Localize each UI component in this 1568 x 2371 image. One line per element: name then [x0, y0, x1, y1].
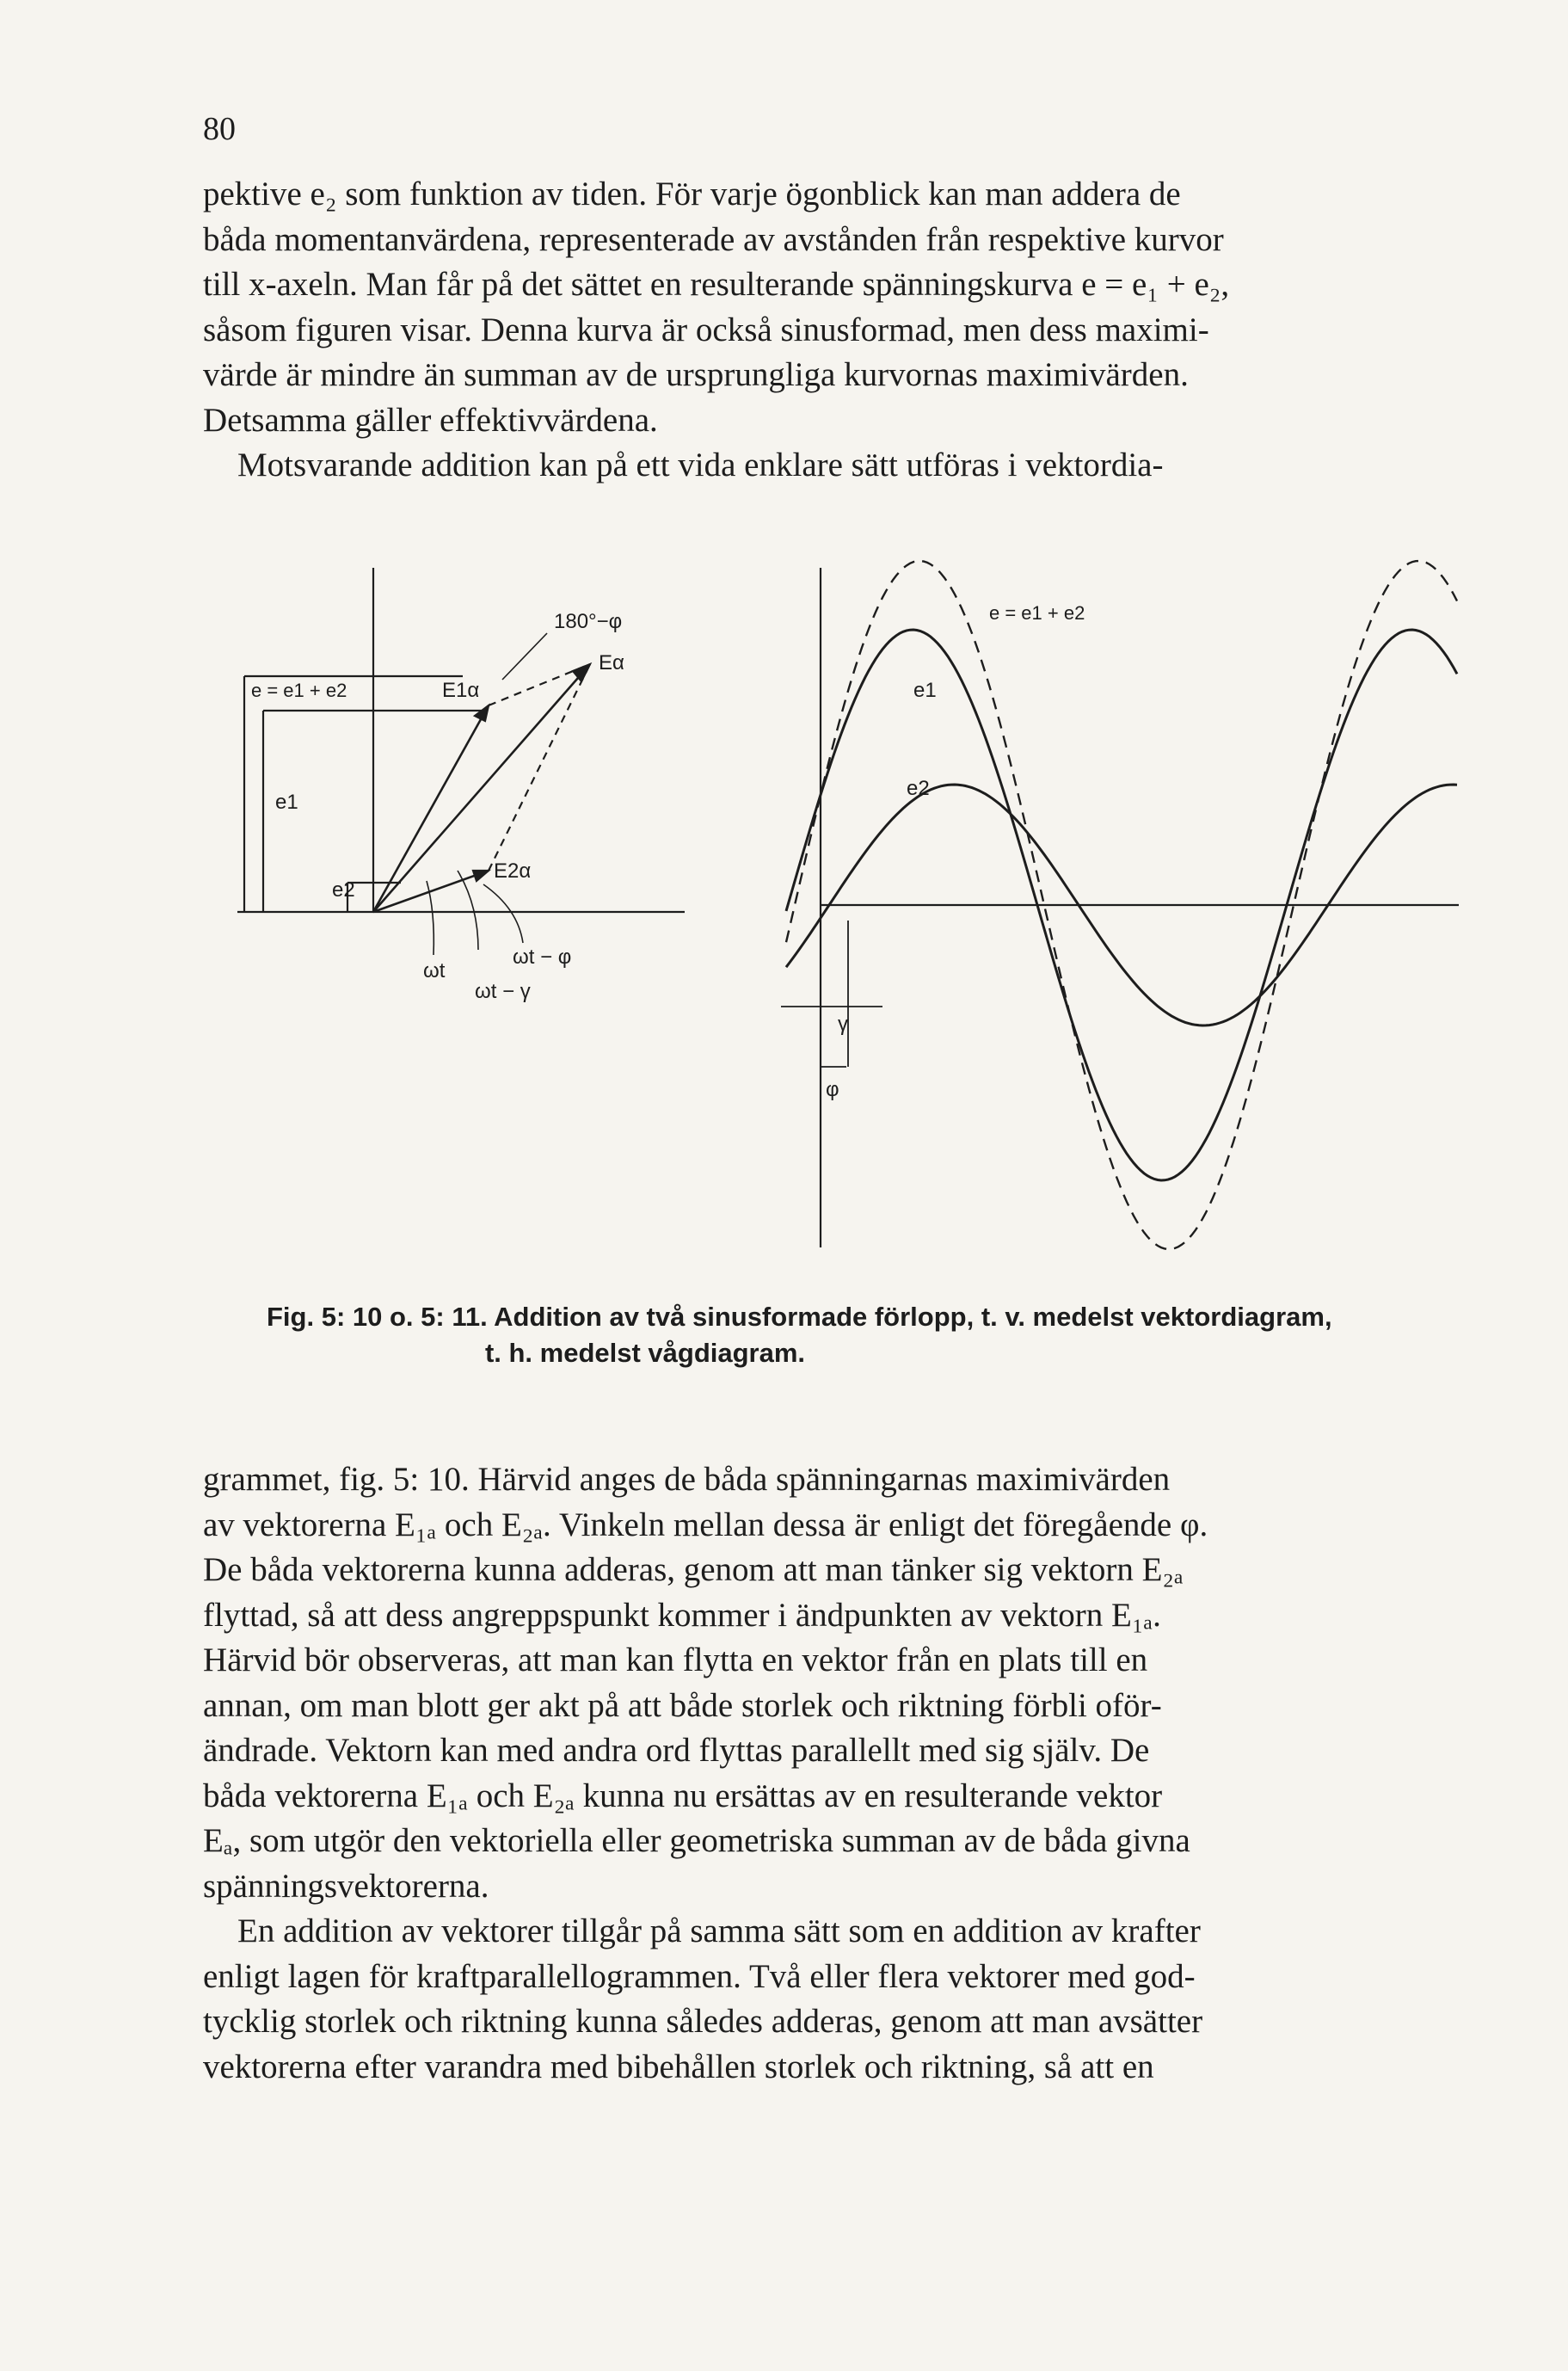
paragraph-2-start: Motsvarande addition kan på ett vida enklare sätt utföras i vektordia- — [237, 446, 1164, 483]
label-e1: e1 — [275, 791, 298, 814]
paragraph-2-line: spänningsvektorerna. — [203, 1867, 489, 1905]
page-number: 80 — [203, 111, 236, 147]
figure — [203, 551, 1493, 1273]
label-wave-e2: e2 — [907, 777, 930, 800]
paragraph-3-line: enligt lagen för kraftparallellogrammen. Två eller flera vektorer med god- — [203, 1957, 1196, 1995]
caption-line-2: t. h. medelst vågdiagram. — [484, 1338, 806, 1368]
paragraph-3-line: tycklig storlek och riktning kunna således adderas, genom att man avsätter — [203, 2003, 1203, 2040]
caption-line-1: Fig. 5: 10 o. 5: 11. Addition av två sinusformade förlopp, t. v. medelst vektordiagram, — [267, 1302, 1332, 1332]
label-wave-sum: e = e1 + e2 — [989, 602, 1085, 624]
vector-labels — [251, 610, 624, 1003]
label-e2: e2 — [332, 878, 355, 902]
paragraph-1-line: båda momentanvärdena, representerade av avstånden från respektive kurvor — [203, 220, 1224, 258]
paragraph-1-line: såsom figuren visar. Denna kurva är också sinusformad, men dess maximi- — [203, 311, 1209, 348]
label-wt-gamma: ωt − γ — [475, 980, 531, 1003]
label-wave-e1: e1 — [913, 679, 937, 702]
paragraph-2-line: Härvid bör observeras, att man kan flytta en vektor från en plats till en — [203, 1641, 1148, 1678]
paragraph-1-line: till x-axeln. Man får på det sättet en resulterande spänningskurva e = e₁ + e₂, — [203, 266, 1230, 303]
text-top — [203, 172, 1493, 489]
arrow-E2a — [473, 871, 489, 881]
paragraph-1-line: värde är mindre än summan av de ursprungliga kurvornas maximivärden. — [203, 356, 1189, 393]
label-gamma: γ — [838, 1013, 848, 1036]
label-angle: 180°−φ — [554, 610, 623, 633]
text-bottom — [203, 1457, 1493, 2090]
arrow-Ea — [573, 664, 590, 681]
label-E1a: E1α — [442, 679, 480, 702]
paragraph-2-line: De båda vektorerna kunna adderas, genom att man tänker sig vektorn E₂ₐ — [203, 1551, 1184, 1588]
label-wt-phi: ωt − φ — [513, 945, 572, 969]
paragraph-1-line: Detsamma gäller effektivvärdena. — [203, 401, 658, 439]
paragraph-2-line: båda vektorerna E₁ₐ och E₂ₐ kunna nu ersättas av en resulterande vektor — [203, 1777, 1163, 1814]
figure-caption — [267, 1299, 1471, 1371]
paragraph-1-line: pektive e₂ som funktion av tiden. För varje ögonblick kan man addera de — [203, 176, 1181, 212]
paragraph-2-line: grammet, fig. 5: 10. Härvid anges de båda spänningarnas maximivärden — [203, 1461, 1171, 1498]
arrow-E1a — [475, 705, 489, 721]
label-phi: φ — [826, 1078, 839, 1101]
paragraph-2-line: flyttad, så att dess angreppspunkt kommer i ändpunkten av vektorn E₁ₐ. — [203, 1596, 1161, 1634]
label-E2a: E2α — [494, 859, 532, 883]
vector-E1a — [373, 705, 489, 912]
paragraph-2-line: Eₐ, som utgör den vektoriella eller geometriska summan av de båda givna — [203, 1822, 1190, 1859]
wave-diagram — [781, 561, 1459, 1249]
label-Ea: Eα — [599, 651, 624, 674]
wt-phi-leader — [483, 884, 523, 943]
angle-leader — [502, 633, 547, 680]
paragraph-2-line: av vektorerna E₁ₐ och E₂ₐ. Vinkeln mellan dessa är enligt det föregående φ. — [203, 1506, 1208, 1543]
wt-gamma-leader — [458, 871, 478, 950]
paragraph-3-line: En addition av vektorer tillgår på samma sätt som en addition av krafter — [237, 1912, 1201, 1949]
paragraph-2-line: annan, om man blott ger akt på att både storlek och riktning förbli oför- — [203, 1686, 1162, 1724]
label-e-sum: e = e1 + e2 — [251, 680, 347, 701]
label-wt: ωt — [423, 959, 446, 982]
paragraph-3-line: vektorerna efter varandra med bibehållen storlek och riktning, så att en — [203, 2048, 1154, 2085]
dashed-E1a-shift — [489, 664, 590, 871]
paragraph-2-line: ändrade. Vektorn kan med andra ord flyttas parallellt med sig själv. De — [203, 1732, 1150, 1769]
